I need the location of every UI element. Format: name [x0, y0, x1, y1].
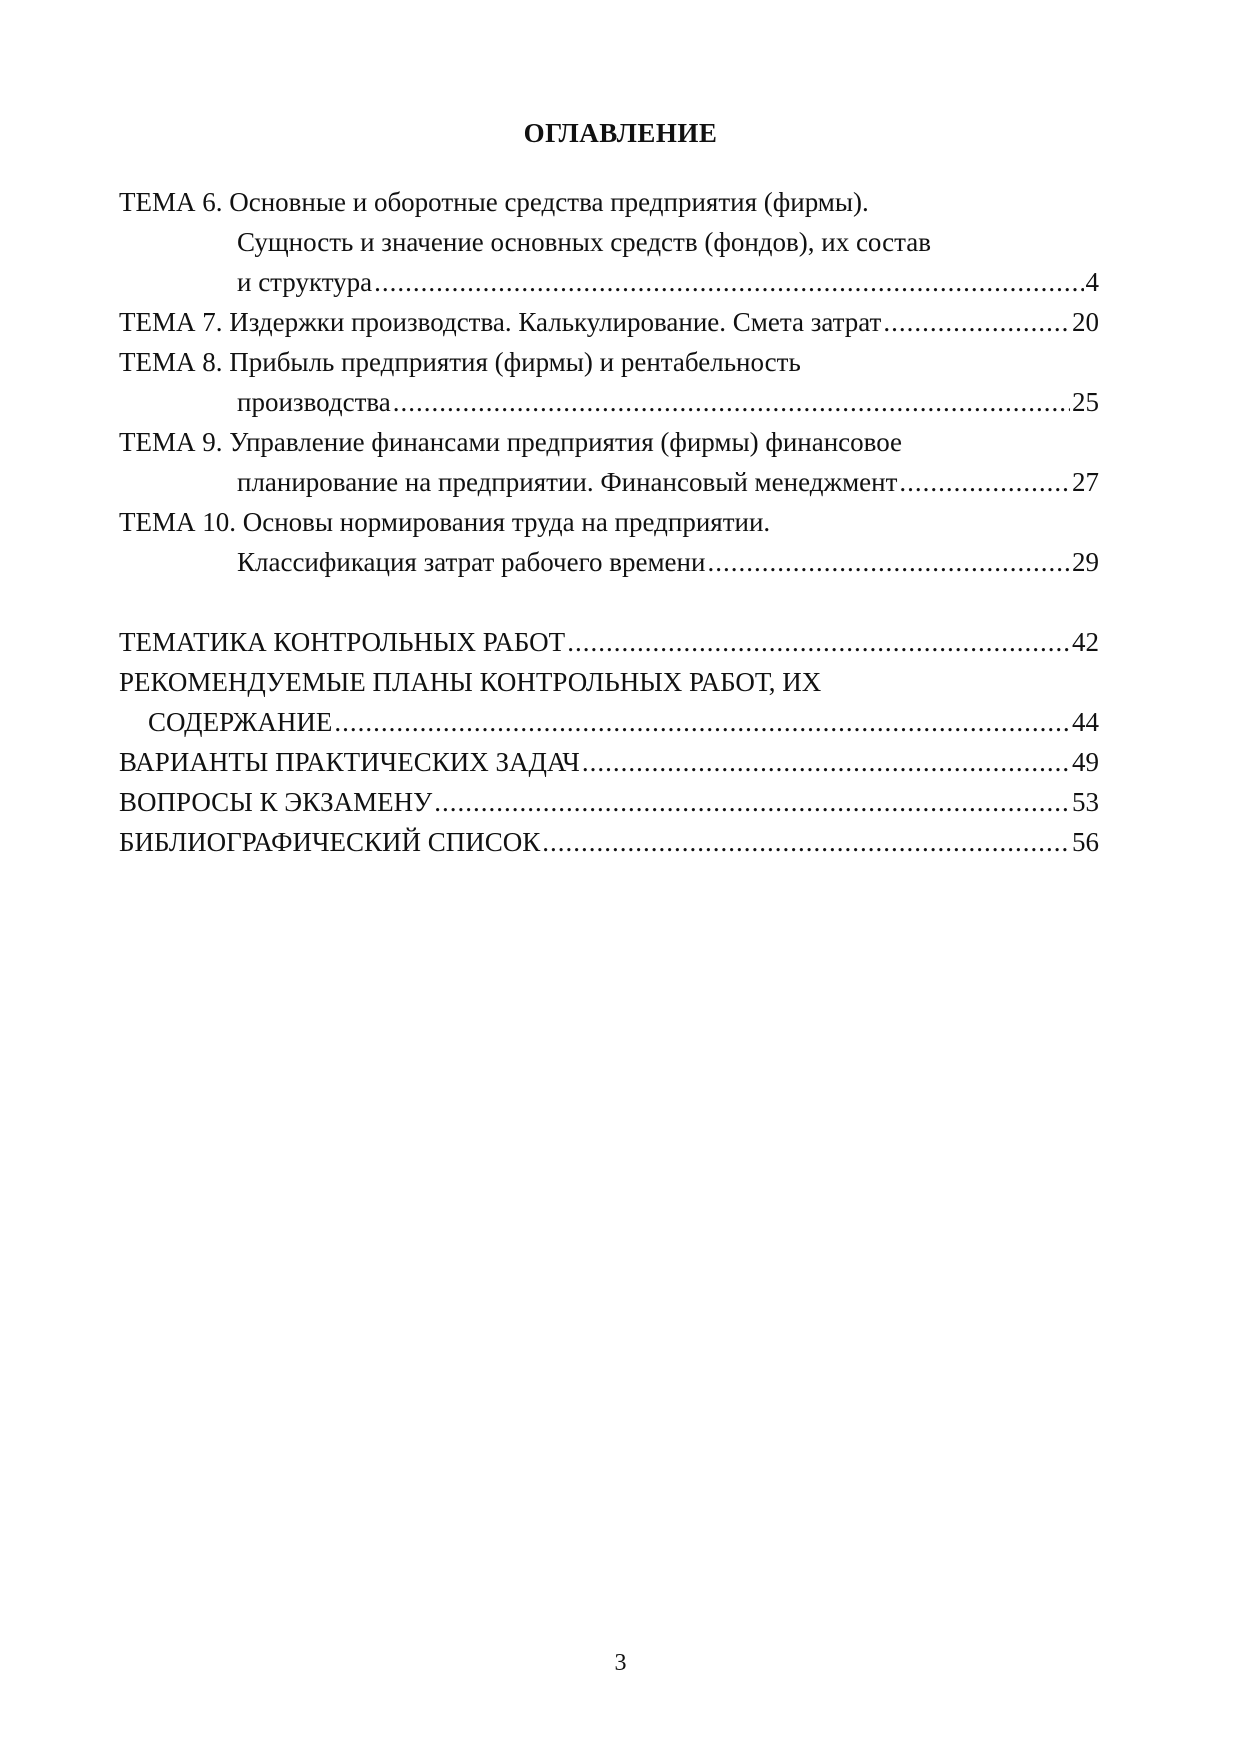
toc-entry-tema-9[interactable] — [119, 462, 1099, 502]
toc-entry-line: ТЕМА 9. Управление финансами предприятия (фирмы) финансовое — [119, 427, 903, 457]
toc-entry-bibliography[interactable] — [119, 822, 1099, 862]
dot-leader — [374, 262, 1083, 302]
toc-title: ОГЛАВЛЕНИЕ — [523, 118, 718, 148]
section-spacer — [119, 582, 1099, 622]
table-of-contents — [119, 182, 1099, 862]
toc-entry-text: Классификация затрат рабочего времени — [237, 547, 706, 577]
toc-entry-text: БИБЛИОГРАФИЧЕСКИЙ СПИСОК — [119, 827, 541, 857]
toc-page-number: 56 — [1072, 827, 1099, 857]
toc-page-number: 49 — [1072, 747, 1099, 777]
toc-entry-text: ВАРИАНТЫ ПРАКТИЧЕСКИХ ЗАДАЧ — [119, 747, 580, 777]
toc-page-number: 27 — [1072, 467, 1099, 497]
toc-entry-line: ТЕМА 10. Основы нормирования труда на предприятии. — [119, 507, 771, 537]
toc-page-number: 4 — [1085, 267, 1099, 297]
toc-entry-line: Сущность и значение основных средств (фондов), их состав — [237, 227, 931, 257]
dot-leader — [567, 622, 1070, 662]
toc-page-number: 53 — [1072, 787, 1099, 817]
toc-entry-exam-questions[interactable] — [119, 782, 1099, 822]
toc-page-number: 20 — [1072, 307, 1099, 337]
dot-leader — [883, 302, 1070, 342]
toc-page-number: 42 — [1072, 627, 1099, 657]
toc-entry-line: РЕКОМЕНДУЕМЫЕ ПЛАНЫ КОНТРОЛЬНЫХ РАБОТ, ИХ — [119, 667, 822, 697]
dot-leader — [707, 542, 1070, 582]
dot-leader — [582, 742, 1070, 782]
toc-page-number: 44 — [1072, 707, 1099, 737]
page-number: 3 — [614, 1650, 627, 1676]
toc-entry-line: ТЕМА 6. Основные и оборотные средства предприятия (фирмы). — [119, 187, 869, 217]
toc-entry-tema-6[interactable] — [119, 262, 1099, 302]
toc-entry-control-topics[interactable] — [119, 622, 1099, 662]
toc-page-number: 29 — [1072, 547, 1099, 577]
toc-page-number: 25 — [1072, 387, 1099, 417]
dot-leader — [434, 782, 1070, 822]
toc-entry-tema-7[interactable] — [119, 302, 1099, 342]
toc-entry-text: и структура — [237, 267, 373, 297]
toc-entry-practical-tasks[interactable] — [119, 742, 1099, 782]
toc-entry-tema-10[interactable] — [119, 542, 1099, 582]
toc-entry-line: ТЕМА 8. Прибыль предприятия (фирмы) и рентабельность — [119, 347, 801, 377]
toc-entry-text: планирование на предприятии. Финансовый менеджмент — [237, 467, 898, 497]
toc-entry-text: ТЕМА 7. Издержки производства. Калькулирование. Смета затрат — [119, 307, 882, 337]
toc-entry-recommended-plans[interactable] — [119, 702, 1099, 742]
toc-entry-text: ТЕМАТИКА КОНТРОЛЬНЫХ РАБОТ — [119, 627, 566, 657]
dot-leader — [334, 702, 1070, 742]
dot-leader — [542, 822, 1070, 862]
dot-leader — [899, 462, 1070, 502]
toc-entry-tema-8[interactable] — [119, 382, 1099, 422]
dot-leader — [393, 382, 1070, 422]
toc-entry-text: ВОПРОСЫ К ЭКЗАМЕНУ — [119, 787, 433, 817]
toc-entry-text: СОДЕРЖАНИЕ — [148, 707, 333, 737]
toc-entry-text: производства — [237, 387, 391, 417]
